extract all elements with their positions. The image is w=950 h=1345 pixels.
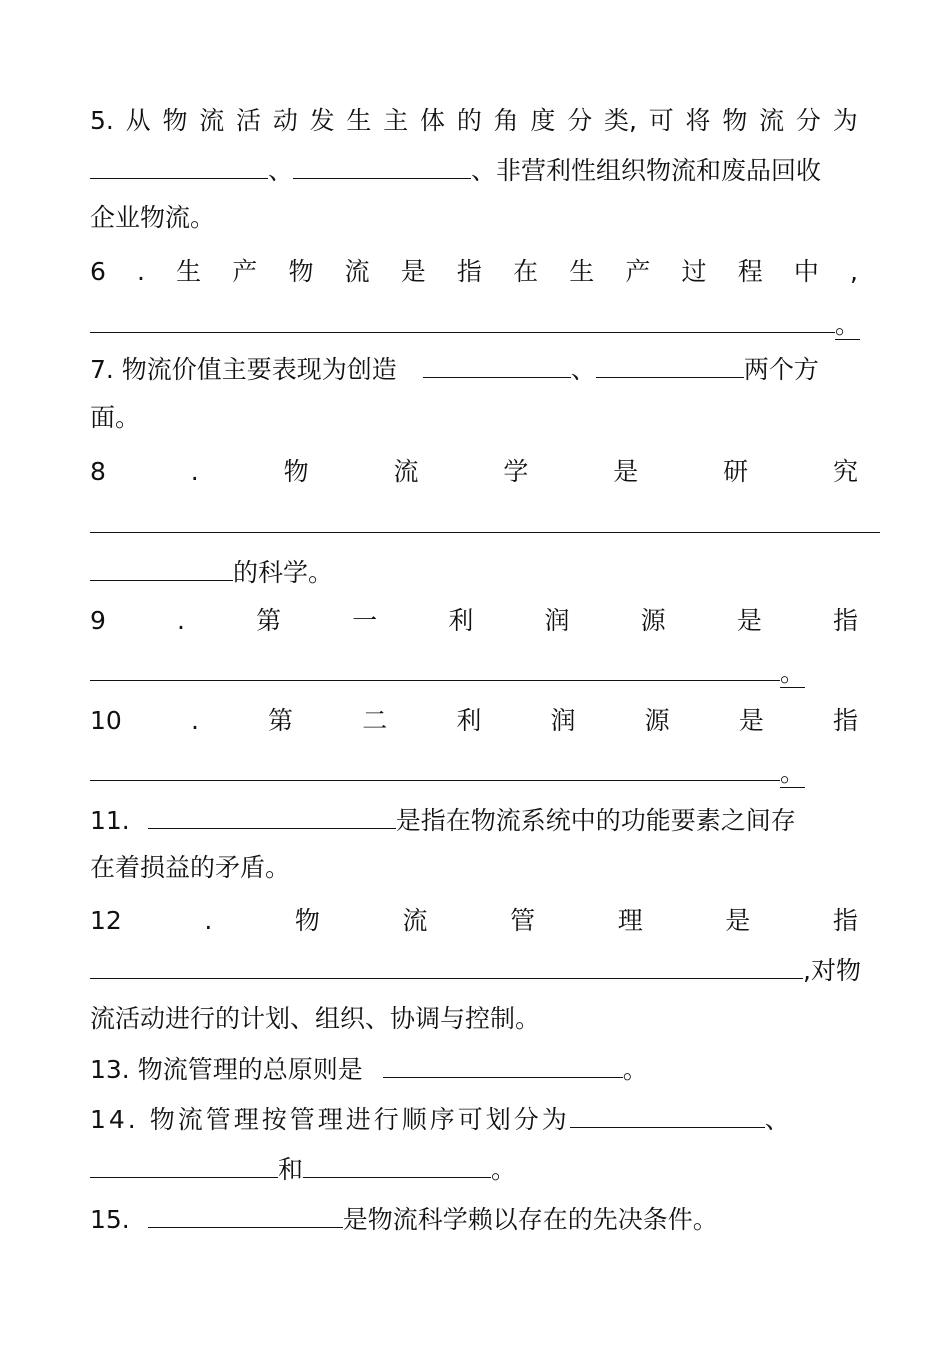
- q12-char: .: [204, 906, 213, 935]
- q10-number: 10: [90, 706, 122, 735]
- q6-line2: [90, 310, 860, 340]
- q9-char: 指: [832, 606, 858, 635]
- q8-blank-2[interactable]: [90, 558, 233, 581]
- q10-end: 。: [780, 758, 806, 787]
- q6-char: .: [137, 257, 145, 286]
- q8-char: .: [190, 457, 199, 486]
- q8-line3: [90, 558, 333, 588]
- q6-char: 产: [625, 257, 651, 286]
- q5-line3: 企业物流。: [90, 203, 216, 232]
- q6-blank[interactable]: [90, 310, 835, 333]
- q5-char: 分: [795, 106, 821, 135]
- q11-prefix: 11.: [90, 806, 130, 835]
- q9-line2: [90, 658, 805, 688]
- q10-char: 是: [738, 706, 764, 735]
- q6-number: 6: [90, 257, 106, 286]
- q12-char: 流: [402, 906, 428, 935]
- q14-connector: 和: [278, 1155, 304, 1184]
- q12-char: 是: [725, 906, 751, 935]
- q8-line2: [90, 510, 880, 540]
- q5-char: 体: [420, 106, 446, 135]
- q5-char: 主: [383, 106, 409, 135]
- q9-end: 。: [780, 658, 806, 687]
- q9-char: 第: [256, 606, 282, 635]
- q5-char: 物: [722, 106, 748, 135]
- q13-blank[interactable]: [383, 1055, 623, 1078]
- q6-char: 过: [681, 257, 707, 286]
- q10-char: 二: [362, 706, 388, 735]
- q5-char: 类,: [604, 106, 637, 135]
- q7-line1: [90, 355, 819, 385]
- q11-line2: 在着损益的矛盾。: [90, 853, 291, 882]
- q5-char: 分: [567, 106, 593, 135]
- q10-line2: [90, 758, 805, 788]
- q13-end: 。: [622, 1055, 648, 1084]
- q5-char: 流: [759, 106, 785, 135]
- q15-suffix: 是物流科学赖以存在的先决条件。: [342, 1205, 718, 1234]
- q7-suffix: 两个方: [743, 355, 819, 384]
- q14-line1: [90, 1105, 790, 1135]
- q10-char: 第: [268, 706, 294, 735]
- q9-char: .: [177, 606, 185, 635]
- q9-char: 一: [352, 606, 378, 635]
- q6-char: 物: [288, 257, 314, 286]
- q8-char: 研: [723, 457, 749, 486]
- q11-suffix: 是指在物流系统中的功能要素之间存: [395, 806, 796, 835]
- q6-char: 流: [344, 257, 370, 286]
- q14-prefix: 14. 物流管理按管理进行顺序可划分为: [90, 1105, 570, 1134]
- q9-char: 源: [640, 606, 666, 635]
- q11-blank[interactable]: [148, 806, 396, 829]
- q14-blank-1[interactable]: [570, 1105, 765, 1128]
- q7-line2: 面。: [90, 403, 141, 432]
- q8-char: 物: [283, 457, 309, 486]
- q5-tail: 非营利性组织物流和废品回收: [496, 156, 822, 185]
- q15-line1: [90, 1205, 718, 1235]
- q15-prefix: 15.: [90, 1205, 130, 1234]
- q6-char: 生: [569, 257, 595, 286]
- q10-blank[interactable]: [90, 758, 780, 781]
- q5-char: 角: [493, 106, 519, 135]
- q10-char: .: [190, 706, 199, 735]
- q8-char: 流: [393, 457, 419, 486]
- q10-char: 润: [550, 706, 576, 735]
- q8-blank-1[interactable]: [90, 510, 880, 533]
- q8-char: 是: [613, 457, 639, 486]
- q5-blank-2[interactable]: [293, 156, 471, 179]
- q5-char: 流: [199, 106, 225, 135]
- q6-char: 产: [232, 257, 258, 286]
- q5-char: 将: [685, 106, 711, 135]
- q5-char: 为: [832, 106, 858, 135]
- q12-char: 物: [294, 906, 320, 935]
- q14-end: 。: [491, 1155, 517, 1184]
- q12-char: 理: [617, 906, 643, 935]
- q6-char: 生: [176, 257, 202, 286]
- q9-char: 是: [736, 606, 762, 635]
- q5-char: 的: [456, 106, 482, 135]
- q14-separator: 、: [764, 1105, 790, 1134]
- q7-prefix: 7. 物流价值主要表现为创造: [90, 355, 397, 384]
- q5-char: 可: [648, 106, 674, 135]
- q13-line1: [90, 1055, 648, 1085]
- q6-char: 在: [513, 257, 539, 286]
- q7-blank-2[interactable]: [596, 355, 744, 378]
- q10-char: 源: [644, 706, 670, 735]
- q5-line2: [90, 156, 821, 186]
- q8-line1: [90, 457, 858, 487]
- q14-line2: [90, 1155, 516, 1185]
- q12-line1: [90, 906, 858, 936]
- q12-number: 12: [90, 906, 122, 935]
- q9-char: 润: [544, 606, 570, 635]
- q9-line1: [90, 606, 858, 636]
- q5-char: 活: [236, 106, 262, 135]
- q5-separator: 、: [268, 156, 294, 185]
- q10-line1: [90, 706, 858, 736]
- q12-char: 管: [510, 906, 536, 935]
- q12-char: 指: [832, 906, 858, 935]
- q11-line1: [90, 806, 796, 836]
- q9-blank[interactable]: [90, 658, 780, 681]
- q5-char: 发: [309, 106, 335, 135]
- q5-separator: 、: [471, 156, 497, 185]
- q6-end: 。: [835, 310, 861, 339]
- q10-char: 指: [832, 706, 858, 735]
- q8-end: 的科学。: [233, 558, 334, 587]
- q12-suffix: ,对物: [803, 956, 861, 985]
- q5-line1: [90, 106, 858, 136]
- q9-number: 9: [90, 606, 106, 635]
- q14-blank-2[interactable]: [90, 1155, 278, 1178]
- q7-blank-1[interactable]: [423, 355, 571, 378]
- q6-char: 指: [456, 257, 482, 286]
- q6-char: 是: [400, 257, 426, 286]
- q10-char: 利: [456, 706, 482, 735]
- q12-blank[interactable]: [90, 956, 803, 979]
- q7-separator: 、: [570, 355, 596, 384]
- q6-char: 中: [793, 257, 819, 286]
- q5-char: 动: [272, 106, 298, 135]
- q8-number: 8: [90, 457, 106, 486]
- q5-char: 从: [125, 106, 151, 135]
- q6-char: ,: [850, 257, 858, 286]
- q5-number: 5.: [90, 106, 114, 135]
- q6-char: 程: [737, 257, 763, 286]
- q5-char: 物: [162, 106, 188, 135]
- q12-line2: [90, 956, 861, 986]
- q12-line3: 流活动进行的计划、组织、协调与控制。: [90, 1004, 541, 1033]
- q5-blank-1[interactable]: [90, 156, 268, 179]
- q8-char: 究: [832, 457, 858, 486]
- q13-prefix: 13. 物流管理的总原则是: [90, 1055, 363, 1084]
- q15-blank[interactable]: [148, 1205, 343, 1228]
- q6-line1: [90, 257, 858, 287]
- q5-char: 度: [530, 106, 556, 135]
- q8-char: 学: [503, 457, 529, 486]
- q14-blank-3[interactable]: [303, 1155, 491, 1178]
- q9-char: 利: [448, 606, 474, 635]
- q5-char: 生: [346, 106, 372, 135]
